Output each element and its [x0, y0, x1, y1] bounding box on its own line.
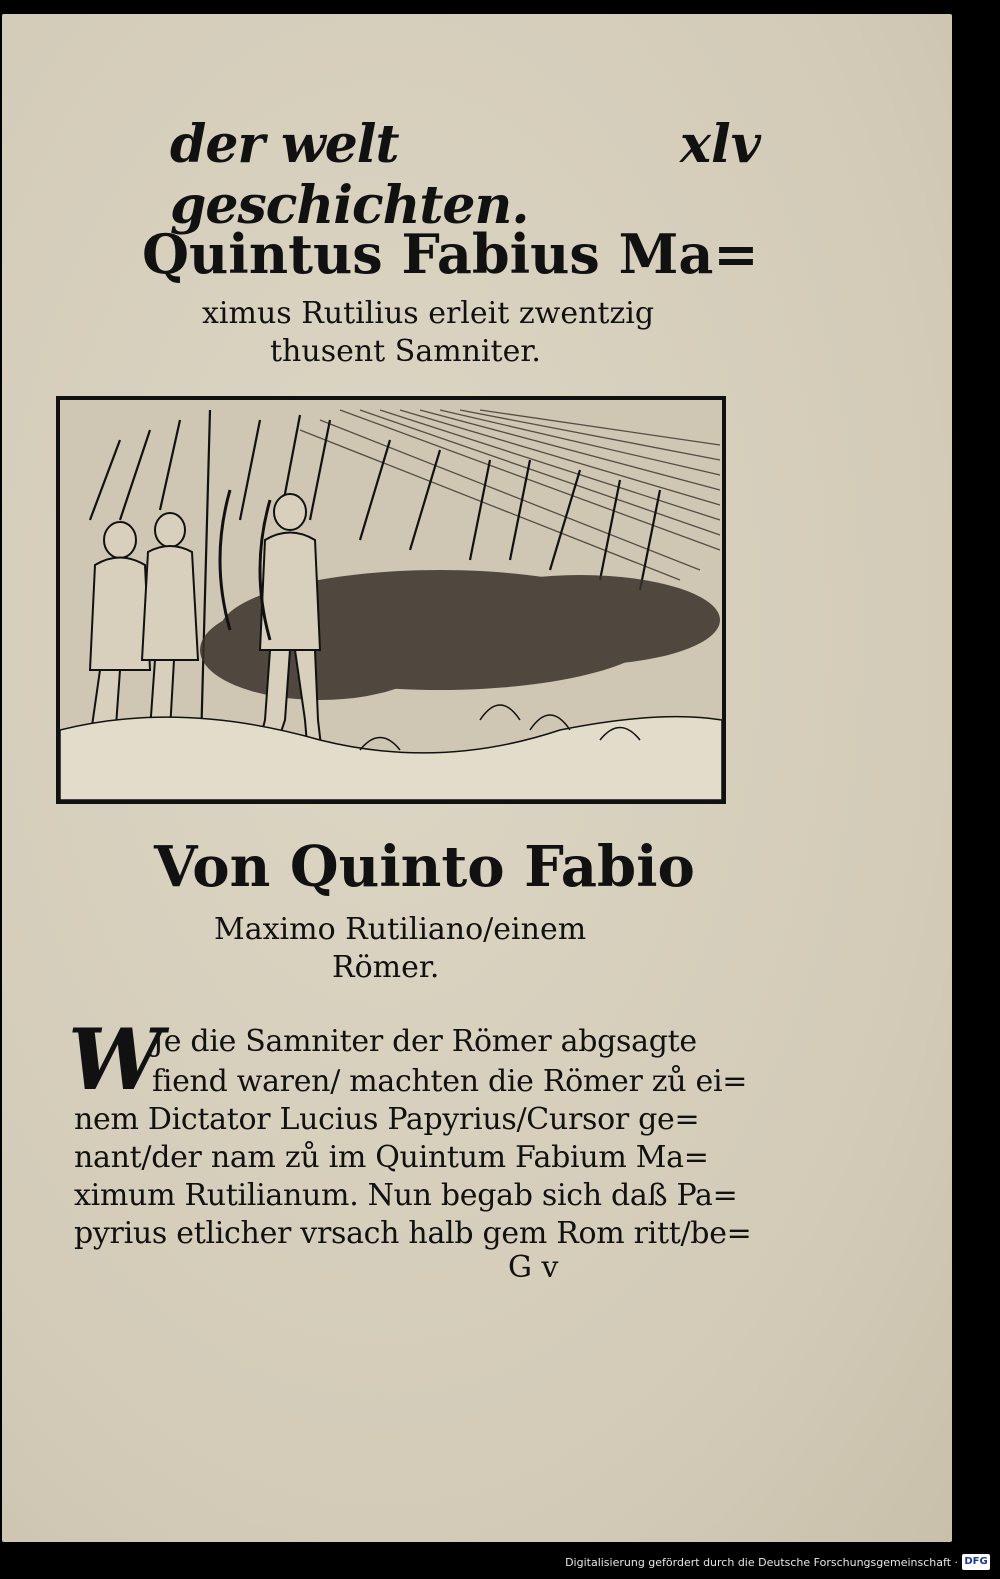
section-title-line-2: Maximo Rutiliano/einem	[214, 912, 587, 947]
drop-cap-initial: W	[68, 1010, 163, 1109]
signature-mark: G v	[508, 1250, 559, 1285]
chapter-title-line-1: Quintus Fabius Ma=	[142, 222, 759, 286]
body-line-6: pyrius etlicher vrsach halb gem Rom ritt/be=	[74, 1216, 752, 1251]
body-line-1: Je die Samniter der Römer abgsagte	[152, 1024, 697, 1059]
running-head: der welt geschichten.	[170, 114, 529, 236]
folio-number: xlv	[680, 114, 761, 175]
body-line-2: fiend waren/ machten die Römer zů ei=	[152, 1064, 748, 1099]
digitization-credit: Digitalisierung gefördert durch die Deutsche Forschungsgemeinschaft ·	[565, 1556, 958, 1569]
page-header	[170, 114, 770, 236]
chapter-title-line-2: ximus Rutilius erleit zwentzig	[202, 296, 655, 331]
section-title-line-3: Römer.	[332, 950, 440, 985]
woodcut-illustration	[56, 396, 726, 804]
section-title-line-1: Von Quinto Fabio	[154, 834, 695, 900]
body-line-4: nant/der nam zů im Quintum Fabium Ma=	[74, 1140, 709, 1175]
body-line-5: ximum Rutilianum. Nun begab sich daß Pa=	[74, 1178, 738, 1213]
body-line-3: nem Dictator Lucius Papyrius/Cursor ge=	[74, 1102, 700, 1137]
chapter-title-line-3: thusent Samniter.	[270, 334, 541, 369]
battle-scene-illustration	[60, 400, 722, 800]
book-page	[2, 14, 952, 1542]
dfg-logo: DFG	[962, 1554, 990, 1570]
